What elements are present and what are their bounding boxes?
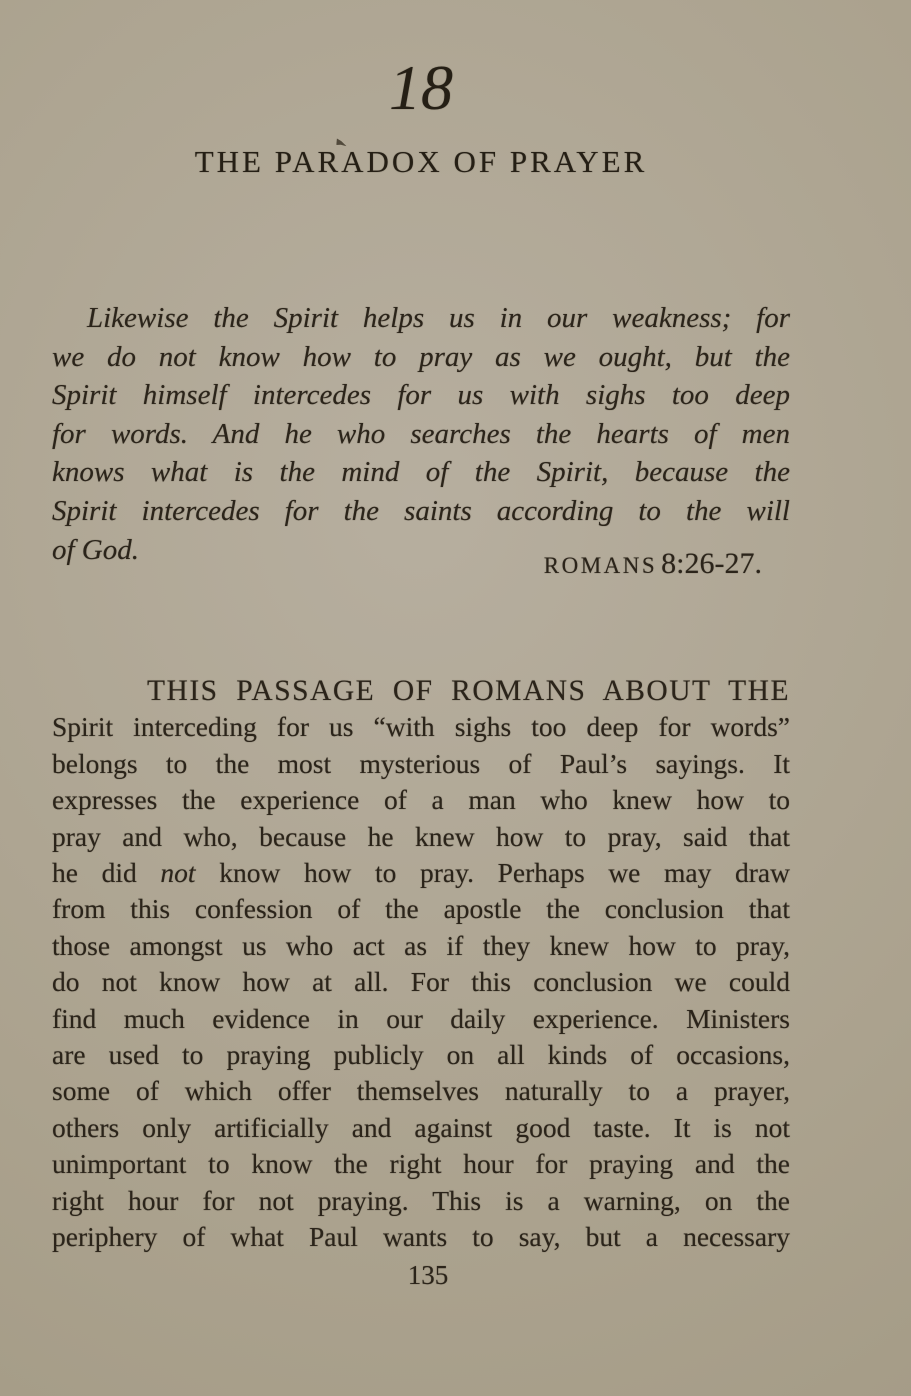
attribution-book: ROMANS [543, 553, 658, 578]
body-line: periphery of what Paul wants to say, but a necessary [52, 1221, 790, 1253]
body-line: pray and who, because he knew how to pray, said that [52, 820, 790, 852]
body-line [52, 855, 790, 891]
body-paragraph [52, 673, 790, 1256]
epigraph-line: of God. [52, 533, 139, 566]
body-line: from this confession of the apostle the conclusion that [52, 893, 790, 925]
epigraph-attribution [52, 547, 790, 581]
body-line: THIS PASSAGE OF ROMANS ABOUT THE [147, 675, 790, 707]
body-line: belongs to the most mysterious of Paul’s sayings. It [52, 747, 790, 779]
body-line: are used to praying publicly on all kinds of occasions, [52, 1039, 790, 1071]
epigraph-line: Spirit himself intercedes for us with sighs too deep [52, 379, 790, 412]
body-line: some of which offer themselves naturally to a prayer, [52, 1075, 790, 1107]
body-line: others only artificially and against good taste. It is not [52, 1111, 790, 1143]
epigraph-line: we do not know how to pray as we ought, but the [52, 340, 790, 373]
epigraph-line: Likewise the Spirit helps us in our weakness; for [87, 302, 790, 334]
italic-word: not [160, 857, 196, 889]
body-line-segment: he did [52, 857, 161, 889]
attribution-verse: 8:26-27. [661, 547, 762, 580]
chapter-title: THE PARADOX OF PRAYER [194, 144, 648, 179]
body-line: right hour for not praying. This is a warning, on the [52, 1184, 790, 1216]
body-line: unimportant to know the right hour for praying and the [52, 1148, 790, 1180]
epigraph-line: for words. And he who searches the hearts of men [52, 417, 790, 450]
body-line-segment: know how to pray. Perhaps we may draw [195, 857, 790, 889]
epigraph-quote [52, 299, 790, 569]
page-number: 135 [407, 1260, 449, 1290]
body-line: Spirit interceding for us “with sighs too deep for words” [52, 711, 790, 743]
body-line: expresses the experience of a man who knew how to [52, 784, 790, 816]
chapter-number: 18 [389, 52, 453, 123]
epigraph-line: knows what is the mind of the Spirit, because the [52, 456, 790, 489]
body-line: do not know how at all. For this conclusion we could [52, 966, 790, 998]
body-line: find much evidence in our daily experience. Ministers [52, 1002, 790, 1034]
body-line: those amongst us who act as if they knew how to pray, [52, 929, 790, 961]
epigraph-line: Spirit intercedes for the saints according to the will [52, 494, 790, 527]
